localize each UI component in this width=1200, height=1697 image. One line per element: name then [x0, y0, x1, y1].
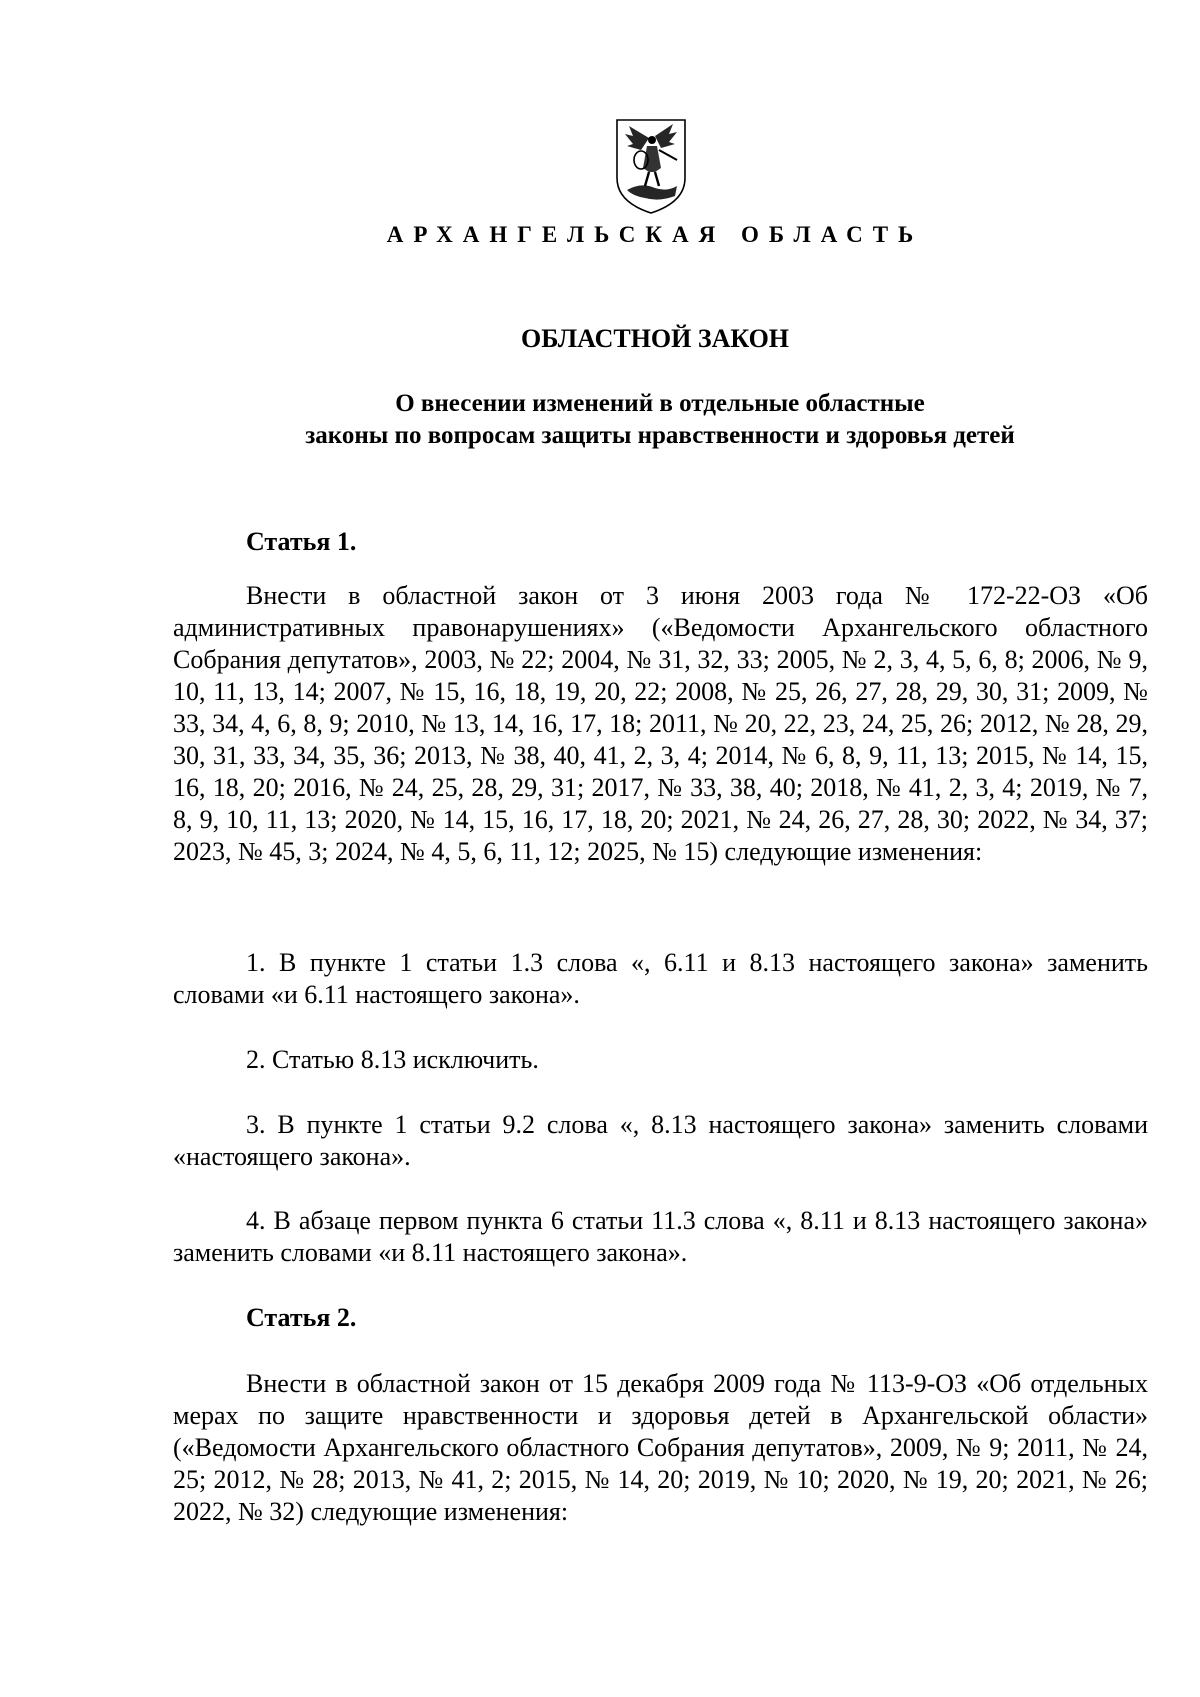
article-1-item-3: 3. В пункте 1 статьи 9.2 слова «, 8.13 настоящего закона» заменить словами «настоящего закона». [173, 1110, 1148, 1171]
article-1-intro: Внести в областной закон от 3 июня 2003 года № 172-22-ОЗ «Об административных правонарушениях» («Ведомости Архангельского областного Собрания депутатов», 2003, № 22; 2004, № 31, 32, 33; 2005, № 2, 3, 4, 5, 6, 8; 2006, № 9, 10, 11, 13, 14; 2007, № 15, 16, 18, 19, 20, 22; 2008, № 25, 26, 27, 28, 29, 30, 31; 2009, № 33, 34, 4, 6, 8, 9; 2010, № 13, 14, 16, 17, 18; 2011, № 20, 22, 23, 24, 25, 26; 2012, № 28, 29, 30, 31, 33, 34, 35, 36; 2013, № 38, 40, 41, 2, 3, 4; 2014, № 6, 8, 9, 11, 13; 2015, № 14, 15, 16, 18, 20; 2016, № 24, 25, 28, 29, 31; 2017, № 33, 38, 40; 2018, № 41, 2, 3, 4; 2019, № 7, 8, 9, 10, 11, 13; 2020, № 14, 15, 16, 17, 18, 20; 2021, № 24, 26, 27, 28, 30; 2022, № 34, 37; 2023, № 45, 3; 2024, № 4, 5, 6, 11, 12; 2025, № 15) следующие изменения: [173, 581, 1148, 866]
law-title [170, 388, 1150, 452]
article-2-heading: Статья 2. [246, 1303, 357, 1332]
law-title-line-2: законы по вопросам защиты нравственности и здоровья детей [305, 422, 1015, 449]
article-1-item-4: 4. В абзаце первом пункта 6 статьи 11.3 слова «, 8.11 и 8.13 настоящего закона» заменить словами «и 8.11 настоящего закона». [173, 1206, 1148, 1267]
article-1-item-2: 2. Статью 8.13 исключить. [246, 1045, 539, 1074]
law-title-line-1: О внесении изменений в отдельные областные [395, 390, 925, 417]
region-name: АРХАНГЕЛЬСКАЯ ОБЛАСТЬ [386, 222, 924, 247]
law-type: ОБЛАСТНОЙ ЗАКОН [520, 324, 790, 353]
article-1-item-1: 1. В пункте 1 статьи 1.3 слова «, 6.11 и 8.13 настоящего закона» заменить словами «и 6.11 настоящего закона». [173, 948, 1148, 1009]
coat-of-arms-icon [611, 116, 691, 216]
article-1-heading: Статья 1. [246, 527, 357, 556]
article-2-intro: Внести в областной закон от 15 декабря 2009 года № 113-9-ОЗ «Об отдельных мерах по защите нравственности и здоровья детей в Архангельской области» («Ведомости Архангельского областного Собрания депутатов», 2009, № 9; 2011, № 24, 25; 2012, № 28; 2013, № 41, 2; 2015, № 14, 20; 2019, № 10; 2020, № 19, 20; 2021, № 26; 2022, № 32) следующие изменения: [173, 1369, 1148, 1526]
